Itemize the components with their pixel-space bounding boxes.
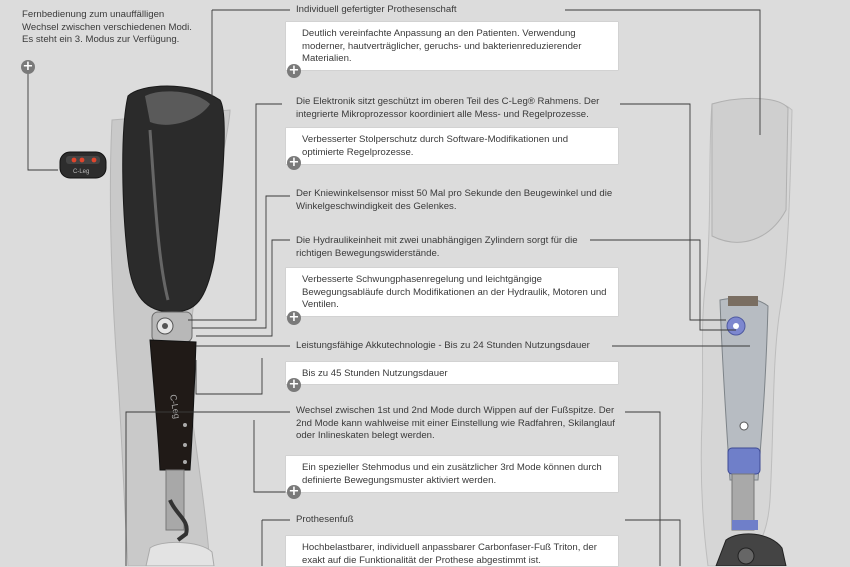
right-clamp: [728, 448, 760, 474]
callout-electronics-plus-icon[interactable]: +: [288, 155, 300, 170]
callout-socket-detail: Deutlich vereinfachte Anpassung an den Patienten. Verwendung moderner, hautverträglicher, geruchs- und bakterienreduzierender Materialien.: [286, 22, 618, 70]
callout-battery-title: Leistungsfähige Akkutechnologie - Bis zu 24 Stunden Nutzungsdauer: [296, 340, 590, 351]
callout-hydraulics-title: Die Hydraulikeinheit mit zwei unabhängigen Zylindern sorgt für die richtigen Bewegungswiderstände.: [296, 235, 578, 259]
callout-socket-title: Individuell gefertigter Prothesenschaft: [296, 4, 457, 15]
callout-electronics-title: Die Elektronik sitzt geschützt im oberen Teil des C-Leg® Rahmens. Der integrierte Mikroprozessor koordiniert alle Mess- und Regelprozesse.: [296, 96, 600, 120]
left-shin-label: C-Leg: [168, 393, 183, 420]
callout-battery-detail: Bis zu 45 Stunden Nutzungsdauer: [286, 362, 618, 384]
callout-foot-detail: Hochbelastbarer, individuell anpassbarer Carbonfaser-Fuß Triton, der exakt auf die Funktionalität der Prothese abgestimmt ist.: [286, 536, 618, 566]
callout-foot-title: Prothesenfuß: [296, 514, 354, 525]
callout-hydraulics-detail: Verbesserte Schwungphasenregelung und leichtgängige Bewegungsabläufe durch Modifikationen an der Hydraulik, Motoren und Ventilen.: [286, 268, 618, 316]
callout-battery-plus-icon[interactable]: +: [288, 377, 300, 392]
left-pylon: [166, 470, 184, 530]
callout-modes-detail: Ein spezieller Stehmodus und ein zusätzlicher 3rd Mode können durch definierte Bewegungsmuster aktiviert werden.: [286, 456, 618, 492]
remote-display-label: C-Leg: [73, 169, 90, 175]
remote-control-icon: [60, 152, 106, 178]
remote-description: Fernbedienung zum unauffälligen Wechsel zwischen verschiedenen Modi. Es steht ein 3. Modus zur Verfügung.: [22, 9, 192, 45]
callout-socket-plus-icon[interactable]: +: [288, 63, 300, 78]
remote-expand-plus-icon[interactable]: +: [22, 59, 34, 74]
callout-modes-title: [296, 405, 616, 443]
callout-knee-sensor-title: Der Kniewinkelsensor misst 50 Mal pro Sekunde den Beugewinkel und die Winkelgeschwindigkeit des Gelenkes.: [296, 188, 613, 212]
right-socket: [712, 98, 788, 242]
modes-title-text: Wechsel zwischen 1st und 2nd Mode durch Wippen auf der Fußspitze. Der 2nd Mode kann wahlweise mit einer Einstellung wie Radfahren, Skilanglauf oder Inlineskaten belegt werden.: [296, 405, 615, 441]
callout-hydraulics-plus-icon[interactable]: +: [288, 310, 300, 325]
callout-modes-plus-icon[interactable]: +: [288, 484, 300, 499]
callout-electronics-detail: Verbesserter Stolperschutz durch Software-Modifikationen und optimierte Regelprozesse.: [286, 128, 618, 164]
